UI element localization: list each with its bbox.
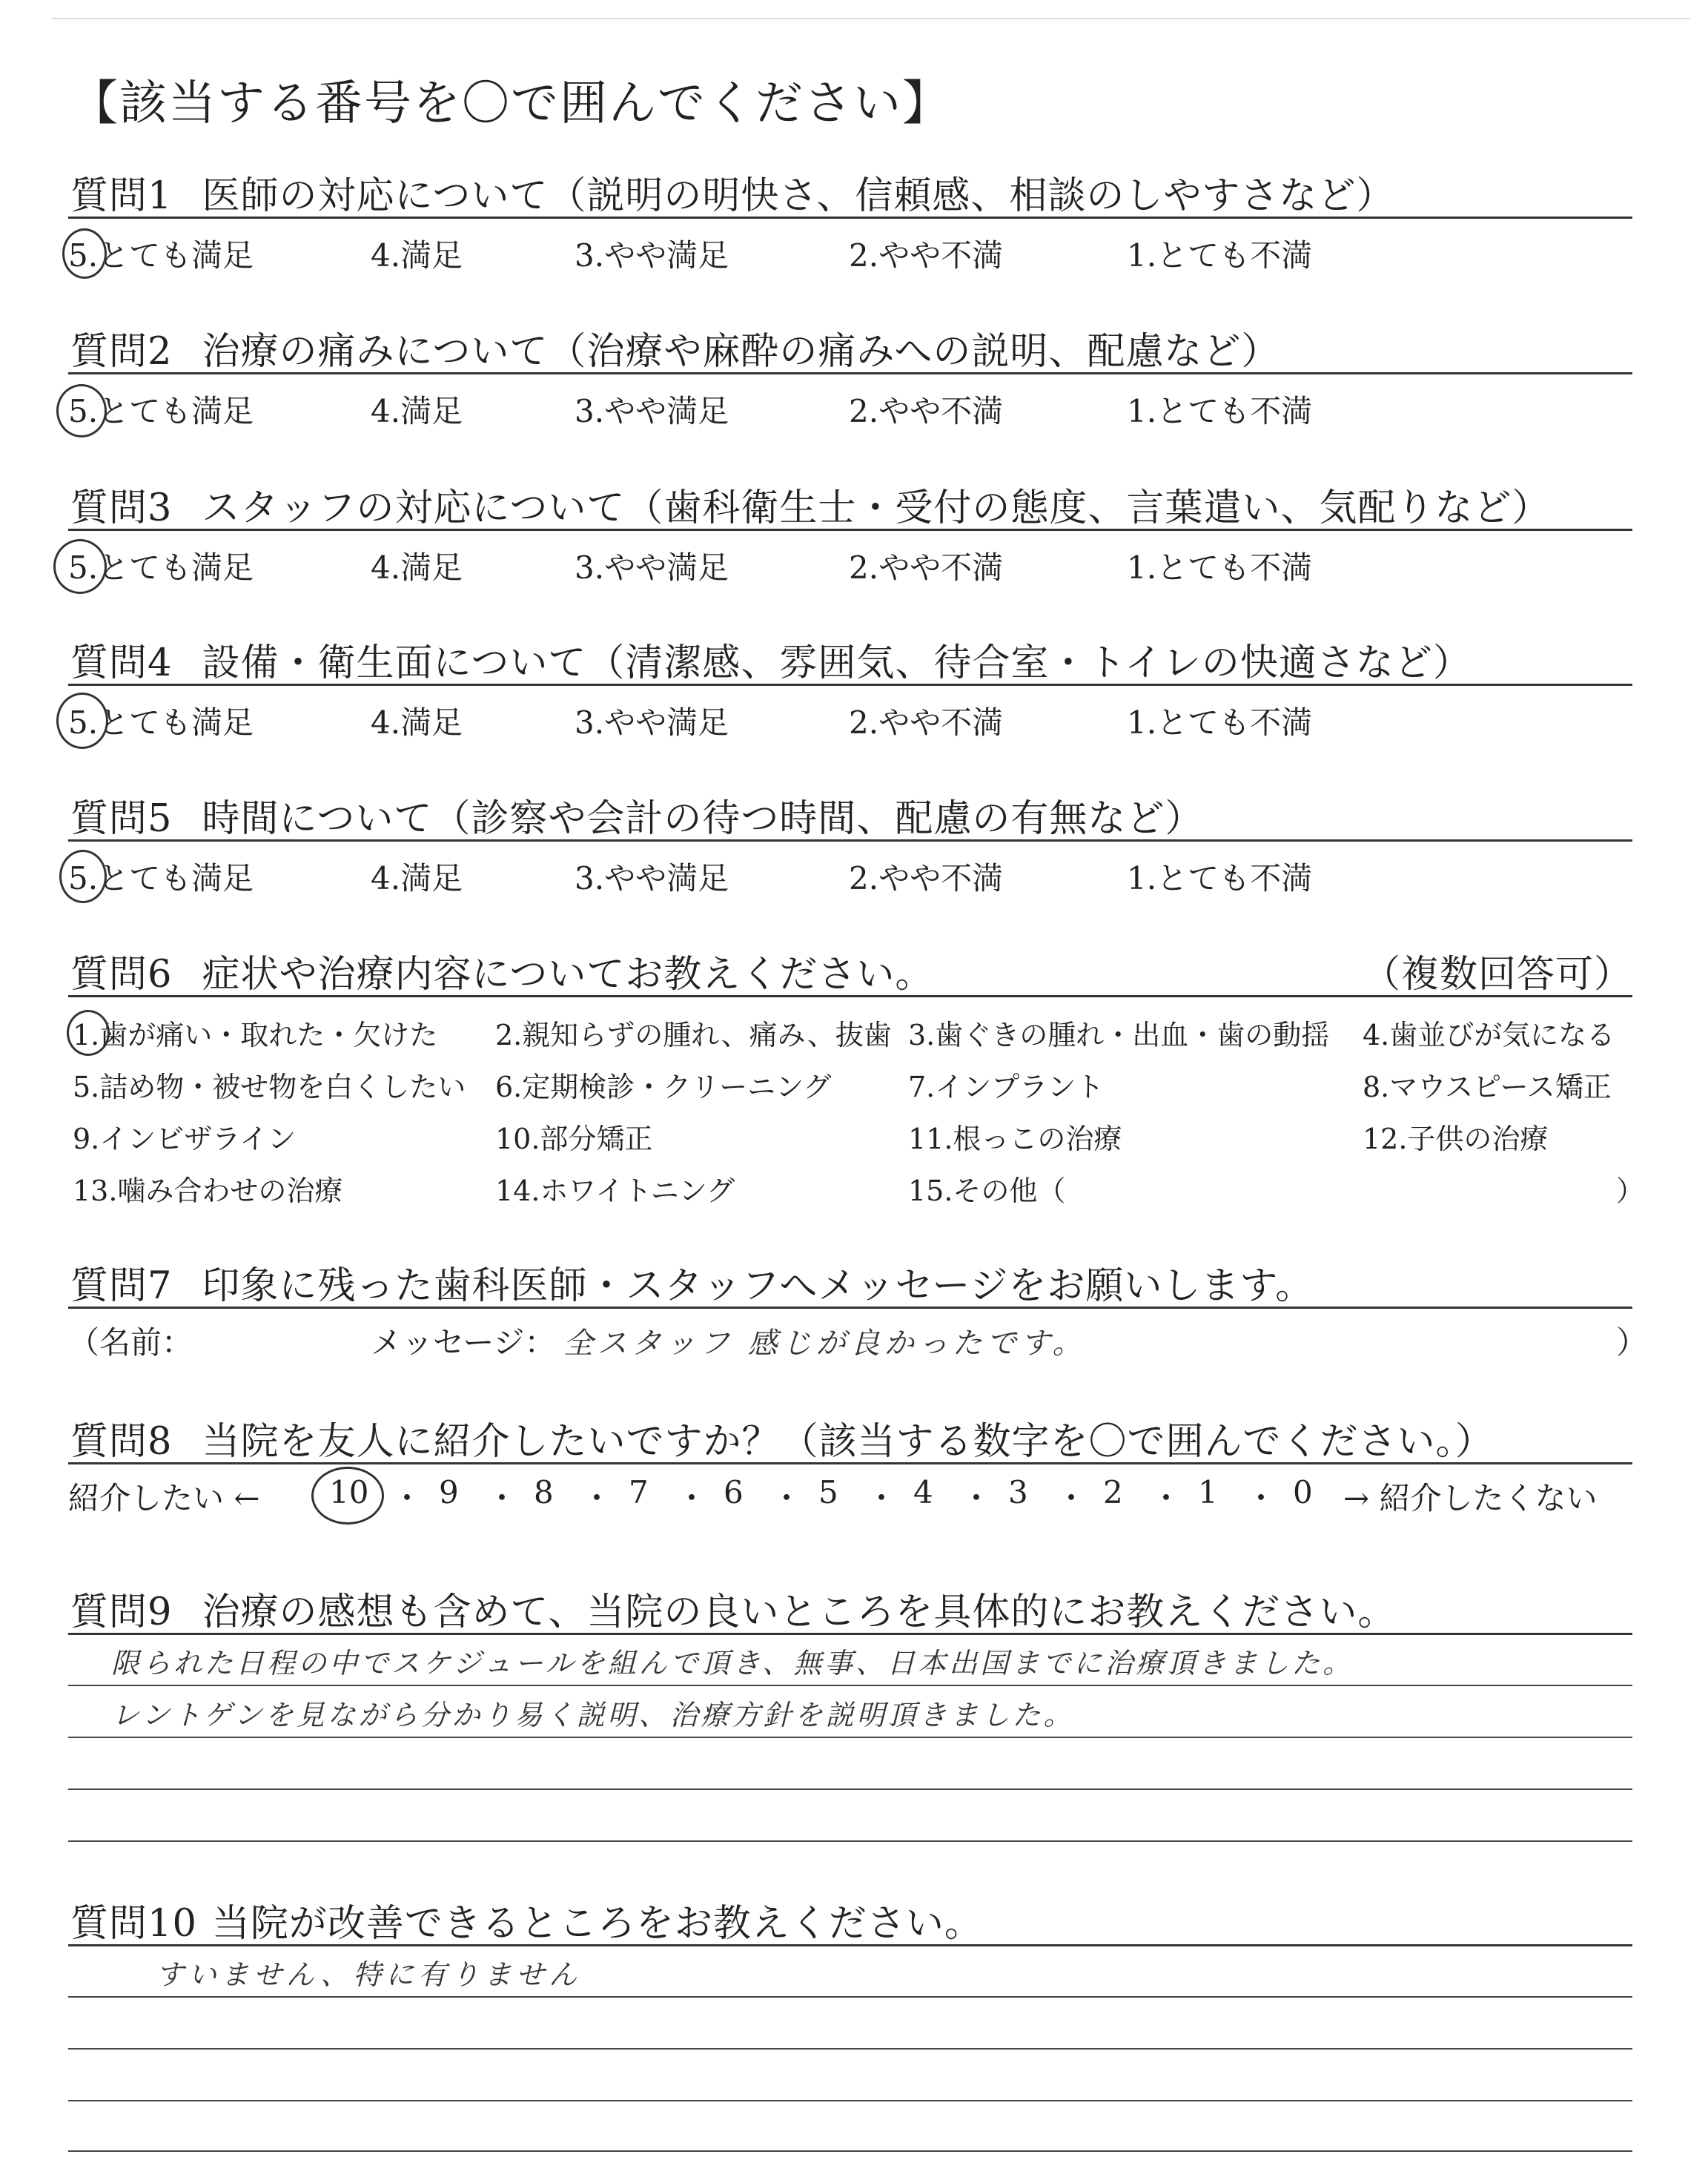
- answer-line: [68, 2048, 1632, 2050]
- answer-line: [68, 1737, 1632, 1738]
- option-3[interactable]: 3.やや満足: [575, 393, 729, 429]
- question-number: 質問2: [70, 330, 173, 374]
- scale-dot: ・: [866, 1480, 898, 1516]
- option-4[interactable]: 4.満足: [371, 549, 463, 586]
- question-number: 質問1: [70, 174, 173, 218]
- question-text: 医師の対応について（説明の明快さ、信頼感、相談のしやすさなど）: [202, 174, 1395, 218]
- question-rule: [68, 1307, 1632, 1309]
- scale-6[interactable]: 6: [724, 1474, 744, 1510]
- option-3[interactable]: 3.やや満足: [575, 860, 729, 896]
- other-close-paren: ）: [1616, 1175, 1645, 1207]
- symptom-option-10[interactable]: 10.部分矯正: [495, 1123, 653, 1155]
- question-rule: [68, 1633, 1632, 1635]
- answer-line: [68, 1840, 1632, 1842]
- answer-line: [68, 1996, 1632, 1998]
- answer-circle: [53, 539, 107, 594]
- question-text: 設備・衛生面について（清潔感、雰囲気、待合室・トイレの快適さなど）: [202, 641, 1472, 685]
- q4-options: [0, 698, 1708, 743]
- option-2[interactable]: 2.やや不満: [849, 860, 1004, 896]
- question-7: [70, 1255, 1314, 1309]
- question-text: 当院が改善できるところをお教えください。: [211, 1902, 983, 1946]
- question-rule: [68, 1462, 1632, 1464]
- question-rule: [68, 684, 1632, 686]
- question-1: [70, 165, 1394, 219]
- symptom-option-9[interactable]: 9.インビザライン: [73, 1123, 297, 1155]
- scale-7[interactable]: 7: [629, 1474, 649, 1510]
- question-number: 質問6: [70, 953, 173, 997]
- option-1[interactable]: 1.とても不満: [1127, 860, 1313, 896]
- question-rule: [68, 217, 1632, 219]
- option-1[interactable]: 1.とても不満: [1127, 549, 1313, 586]
- q5-options: [0, 854, 1708, 899]
- option-4[interactable]: 4.満足: [371, 393, 463, 429]
- question-text: スタッフの対応について（歯科衛生士・受付の態度、言葉遣い、気配りなど）: [202, 486, 1551, 530]
- handwritten-answer-line-1: すいません、特に有りません: [156, 1958, 582, 1991]
- option-4[interactable]: 4.満足: [371, 237, 463, 274]
- scale-dot: ・: [1245, 1480, 1277, 1516]
- question-number: 質問4: [70, 641, 173, 685]
- option-4[interactable]: 4.満足: [371, 860, 463, 896]
- answer-line: [68, 2100, 1632, 2101]
- symptom-option-2[interactable]: 2.親知らずの腫れ、痛み、抜歯: [495, 1019, 892, 1051]
- option-3[interactable]: 3.やや満足: [575, 549, 729, 586]
- scale-dot: ・: [391, 1480, 423, 1516]
- question-6: [70, 943, 933, 998]
- page-title: 【該当する番号を〇で囲んでください】: [70, 76, 951, 131]
- question-10: [70, 1892, 983, 1947]
- name-label: （名前：: [68, 1324, 193, 1361]
- option-1[interactable]: 1.とても不満: [1127, 704, 1313, 741]
- answer-circle: [311, 1467, 384, 1525]
- question-2: [70, 320, 1280, 375]
- message-label: メッセージ：: [371, 1324, 556, 1361]
- symptom-option-4[interactable]: 4.歯並びが気になる: [1363, 1019, 1615, 1051]
- question-text: 治療の感想も含めて、当院の良いところを具体的にお教えください。: [202, 1591, 1397, 1634]
- scale-10[interactable]: 10: [329, 1474, 369, 1510]
- answer-circle: [56, 384, 107, 437]
- question-5: [70, 787, 1203, 842]
- option-5[interactable]: 5.とても満足: [68, 393, 254, 429]
- scale-dot: ・: [486, 1480, 518, 1516]
- message-close-paren: ）: [1616, 1324, 1648, 1361]
- option-4[interactable]: 4.満足: [371, 704, 463, 741]
- top-border: [52, 18, 1690, 19]
- scale-dot: ・: [581, 1480, 613, 1516]
- scale-9[interactable]: 9: [439, 1474, 459, 1510]
- symptom-option-7[interactable]: 7.インプラント: [908, 1071, 1105, 1103]
- scale-right-label: → 紹介したくない: [1343, 1480, 1598, 1516]
- scale-left-label: 紹介したい ←: [68, 1480, 260, 1516]
- option-1[interactable]: 1.とても不満: [1127, 237, 1313, 274]
- symptom-option-5[interactable]: 5.詰め物・被せ物を白くしたい: [73, 1071, 466, 1103]
- symptom-option-1[interactable]: 1.歯が痛い・取れた・欠けた: [73, 1019, 438, 1051]
- answer-circle: [67, 1010, 110, 1056]
- symptom-option-6[interactable]: 6.定期検診・クリーニング: [495, 1071, 832, 1103]
- option-5[interactable]: 5.とても満足: [68, 704, 254, 741]
- option-2[interactable]: 2.やや不満: [849, 704, 1004, 741]
- question-text: 症状や治療内容についてお教えください。: [202, 953, 934, 997]
- answer-line: [68, 1789, 1632, 1790]
- option-1[interactable]: 1.とても不満: [1127, 393, 1313, 429]
- option-3[interactable]: 3.やや満足: [575, 237, 729, 274]
- scale-dot: ・: [1056, 1480, 1088, 1516]
- question-number: 質問8: [70, 1420, 173, 1464]
- symptom-option-13[interactable]: 13.噛み合わせの治療: [73, 1175, 343, 1207]
- question-rule: [68, 995, 1632, 997]
- answer-line: [68, 2150, 1632, 2152]
- q3-options: [0, 544, 1708, 588]
- option-5[interactable]: 5.とても満足: [68, 860, 254, 896]
- handwritten-answer-line-1: 限られた日程の中でスケジュールを組んで頂き、無事、日本出国までに治療頂きました。: [111, 1647, 1354, 1680]
- question-number: 質問3: [70, 486, 173, 530]
- q1-options: [0, 231, 1708, 276]
- answer-line: [68, 1685, 1632, 1686]
- question-text: 時間について（診察や会計の待つ時間、配慮の有無など）: [202, 797, 1204, 841]
- symptom-option-12[interactable]: 12.子供の治療: [1363, 1123, 1549, 1155]
- answer-circle: [56, 693, 108, 749]
- answer-circle: [59, 850, 107, 903]
- symptom-option-15[interactable]: 15.その他（: [908, 1175, 1066, 1207]
- handwritten-message: 全スタッフ 感じが良かったです。: [563, 1327, 1087, 1361]
- scale-0[interactable]: 0: [1293, 1474, 1313, 1510]
- scale-dot: ・: [676, 1480, 708, 1516]
- question-rule: [68, 1944, 1632, 1946]
- scale-5[interactable]: 5: [818, 1474, 838, 1510]
- scale-1[interactable]: 1: [1198, 1474, 1218, 1510]
- question-8: [70, 1410, 1494, 1465]
- option-3[interactable]: 3.やや満足: [575, 704, 729, 741]
- question-4: [70, 632, 1472, 687]
- question-text: 当院を友人に紹介したいですか？（該当する数字を〇で囲んでください。）: [202, 1420, 1494, 1464]
- option-2[interactable]: 2.やや不満: [849, 393, 1004, 429]
- q2-options: [0, 387, 1708, 432]
- scale-4[interactable]: 4: [913, 1474, 933, 1510]
- symptom-option-11[interactable]: 11.根っこの治療: [908, 1123, 1122, 1155]
- question-rule: [68, 372, 1632, 374]
- option-2[interactable]: 2.やや不満: [849, 549, 1004, 586]
- scale-dot: ・: [961, 1480, 993, 1516]
- scale-2[interactable]: 2: [1103, 1474, 1123, 1510]
- question-9: [70, 1581, 1396, 1636]
- scale-8[interactable]: 8: [534, 1474, 554, 1510]
- question-number: 質問5: [70, 797, 173, 841]
- question-text: 治療の痛みについて（治療や麻酔の痛みへの説明、配慮など）: [202, 330, 1280, 374]
- question-number: 質問10: [70, 1902, 197, 1946]
- scale-3[interactable]: 3: [1008, 1474, 1028, 1510]
- symptom-option-8[interactable]: 8.マウスピース矯正: [1363, 1071, 1612, 1103]
- question-rule: [68, 839, 1632, 842]
- question-number: 質問7: [70, 1264, 173, 1308]
- symptom-option-14[interactable]: 14.ホワイトニング: [495, 1175, 735, 1207]
- question-number: 質問9: [70, 1591, 173, 1634]
- multiple-answer-note: （複数回答可）: [1363, 953, 1633, 997]
- question-text: 印象に残った歯科医師・スタッフへメッセージをお願いします。: [202, 1264, 1314, 1308]
- scale-dot: ・: [1151, 1480, 1182, 1516]
- option-5[interactable]: 5.とても満足: [68, 549, 254, 586]
- question-3: [70, 477, 1550, 532]
- option-2[interactable]: 2.やや不満: [849, 237, 1004, 274]
- option-5[interactable]: 5.とても満足: [68, 237, 254, 274]
- answer-circle: [62, 228, 107, 279]
- handwritten-answer-line-2: レントゲンを見ながら分かり易く説明、治療方針を説明頂きました。: [111, 1699, 1075, 1731]
- question-rule: [68, 529, 1632, 531]
- scale-dot: ・: [771, 1480, 803, 1516]
- symptom-option-3[interactable]: 3.歯ぐきの腫れ・出血・歯の動揺: [908, 1019, 1330, 1051]
